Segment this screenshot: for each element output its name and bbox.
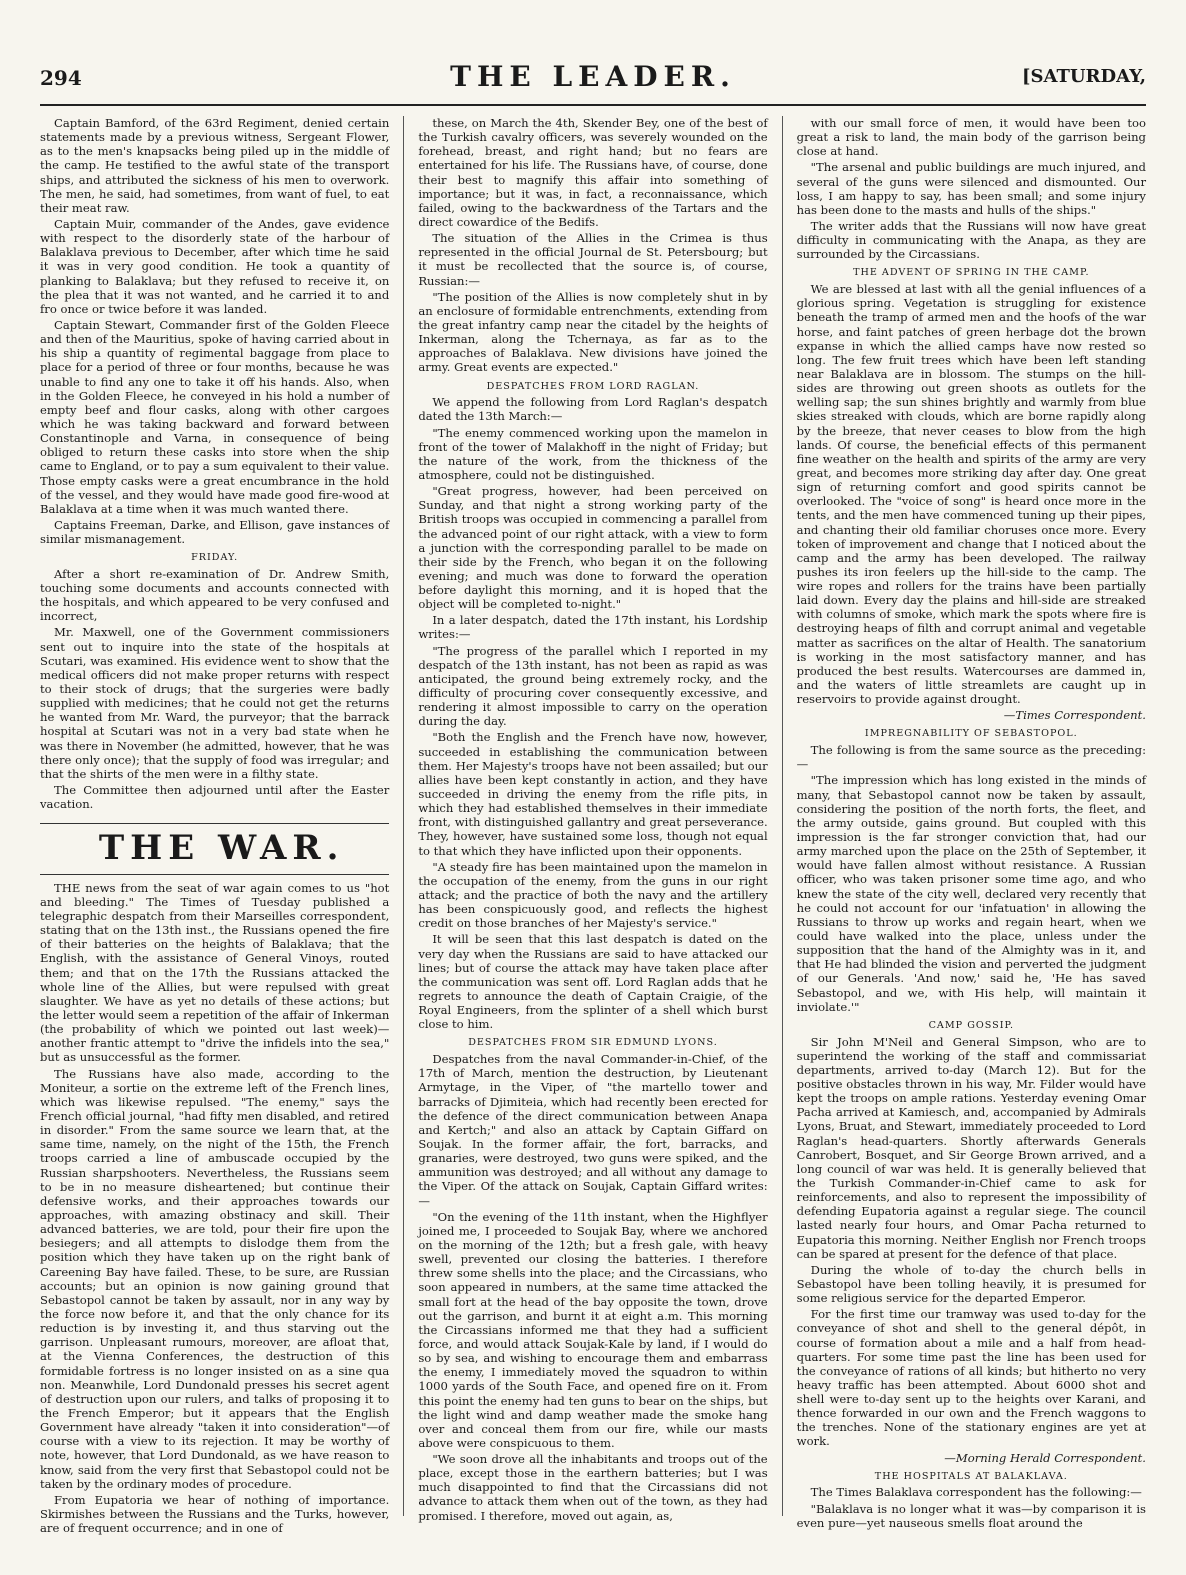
attribution: —Times Correspondent.: [1003, 708, 1146, 723]
paragraph: "The enemy commenced working upon the mamelon in front of the tower of Malakhoff in the night of Friday; but the nature of the work, from the thickness of the atmosphere, could not be distinguished.: [418, 425, 768, 482]
section-heading: DESPATCHES FROM SIR EDMUND LYONS.: [468, 1037, 718, 1049]
section-heading: FRIDAY.: [191, 552, 239, 564]
paragraph: Captain Bamford, of the 63rd Regiment, denied certain statements made by a previous witness, Sergeant Flower, as to the men's knapsacks being piled up in the middle of the camp. He testified to the awful state of the transport ships, and attributed the sickness of his men to overwork. The men, he said, had sometimes, from want of fuel, to eat their meat raw.: [40, 116, 390, 215]
paragraph: It will be seen that this last despatch is dated on the very day when the Russians are said to have attacked our lines; but of course the attack may have taken place after the communication was sent off. Lord Raglan adds that he regrets to announce the death of Captain Craigie, of the Royal Engineers, from the splinter of a shell which burst close to him.: [418, 932, 768, 1032]
column-3: [796, 116, 1146, 1530]
paragraph: "On the evening of the 11th instant, when the Highflyer joined me, I proceeded to Soujak Bay, where we anchored on the morning of the 12th; but a fresh gale, with heavy swell, prevented our closing the batteries. I therefore threw some shells into the place; and the Circassians, who soon appeared in numbers, at the same time attacked the small fort at the head of the bay opposite the town, drove out the garrison, and burnt it at eight a.m. This morning the Circassians informed me that they had a sufficient force, and would attack Soujak-Kale by land, if I would do so by sea, and wishing to encourage them and embarrass the enemy, I immediately moved the squadron to within 1000 yards of the South Face, and opened fire on it. From this point the enemy had ten guns to bear on the ships, but the light wind and damp weather made the smoke hang over and conceal them from our fire, while our masts above were conspicuous to them.: [418, 1209, 768, 1450]
paragraph: "Both the English and the French have now, however, succeeded in establishing the communication between them. Her Majesty's troops have not been assailed; but our allies have been kept constantly in action, and they have succeeded in driving the enemy from the rifle pits, in which they had established themselves in their immediate front, with distinguished gallantry and great perseverance. They, however, have sustained some loss, though not equal to that which they have inflicted upon their opponents.: [418, 730, 768, 858]
paragraph: The writer adds that the Russians will now have great difficulty in communicating with the Anapa, as they are surrounded by the Circassians.: [796, 218, 1146, 262]
column-rule: [403, 116, 404, 1516]
paragraph: For the first time our tramway was used to-day for the conveyance of shot and shell to the general dépôt, in course of formation about a mile and a half from head-quarters. For some time past the line has been used for the conveyance of rations of all kinds; but hitherto no very heavy traffic has been attempted. About 6000 shot and shell were to-day sent up to the heights over Karani, and thence forwarded in our own and the French waggons to the trenches. None of the stationary engines are yet at work.: [796, 1307, 1146, 1449]
the-war-heading: THE WAR.: [40, 823, 389, 874]
section-heading: IMPREGNABILITY OF SEBASTOPOL.: [864, 728, 1078, 740]
paragraph: "A steady fire has been maintained upon the mamelon in the occupation of the enemy, from the guns in our right attack; and the practice of both the navy and the artillery has been conspicuously good, and reflects the highest credit on those branches of her Majesty's service.": [418, 859, 768, 931]
paragraph: Mr. Maxwell, one of the Government commissioners sent out to inquire into the state of the hospitals at Scutari, was examined. His evidence went to show that the medical officers did not make proper returns with respect to their stock of drugs; that the surgeries were badly supplied with medicines; that he could not get the returns he wanted from Mr. Ward, the purveyor; that the barrack hospital at Scutari was not in a very bad state when he was there in November (he admitted, however, that he was there only once); that the supply of food was irregular; and that the shirts of the men were in a filthy state.: [40, 625, 390, 781]
paragraph: Despatches from the naval Commander-in-Chief, of the 17th of March, mention the destruction, by Lieutenant Armytage, in the Viper, of "the martello tower and barracks of Djimiteia, which had recently been erected for the defence of the direct communication between Anapa and Kertch;" and also an attack by Captain Giffard on Soujak. In the former affair, the fort, barracks, and granaries, were destroyed, two guns were spiked, and the ammunition was destroyed; and all without any damage to the Viper. Of the attack on Soujak, Captain Giffard writes:—: [418, 1052, 768, 1208]
paragraph: these, on March the 4th, Skender Bey, one of the best of the Turkish cavalry officers, was severely wounded on the forehead, breast, and right hand; but no fears are entertained for his life. The Russians have, of course, done their best to magnify this affair into something of importance; but it was, in fact, a reconnaissance, which failed, owing to the backwardness of the Tartars and the direct cowardice of the Bedifs.: [418, 116, 768, 229]
section-heading: DESPATCHES FROM LORD RAGLAN.: [486, 380, 700, 392]
newspaper-title: THE LEADER.: [450, 60, 736, 93]
paragraph: "We soon drove all the inhabitants and troops out of the place, except those in the earthern batteries; but I was much disappointed to find that the Circassians did not advance to attack them when out of the town, as they had promised. I therefore, moved out again, as,: [418, 1452, 768, 1523]
paragraph: "The progress of the parallel which I reported in my despatch of the 13th instant, has not been as rapid as was anticipated, the ground being extremely rocky, and the difficulty of procuring cover consequently excessive, and rendering it almost impossible to carry on the operation during the day.: [418, 643, 768, 729]
paragraph: The situation of the Allies in the Crimea is thus represented in the official Journal de St. Petersbourg; but it must be recollected that the source is, of course, Russian:—: [418, 231, 768, 288]
page-number: 294: [40, 66, 82, 90]
paragraph: The following is from the same source as the preceding:—: [796, 743, 1146, 772]
paragraph: "Great progress, however, had been perceived on Sunday, and that night a strong working party of the British troops was occupied in commencing a parallel from the advanced point of our right attack, with a view to form a junction with the corresponding parallel to be made on their side by the French, who began it on the following evening; and much was done to forward the operation before daylight this morning, and it is hoped that the object will be completed to-night.": [418, 484, 768, 612]
paragraph: "The impression which has long existed in the minds of many, that Sebastopol cannot now be taken by assault, considering the position of the north forts, the fleet, and the army outside, gains ground. But coupled with this impression is the far stronger conviction that, had our army marched upon the place on the 25th of September, it would have fallen almost without resistance. A Russian officer, who was taken prisoner some time ago, and who knew the state of the city well, declared very recently that he could not account for our 'infatuation' in allowing the Russians to throw up works and regain heart, when we could have walked into the place, unless under the supposition that the hand of the Almighty was in it, and that He had blinded the vision and perverted the judgment of our Generals. 'And now,' said he, 'He has saved Sebastopol, and we, with His help, will maintain it inviolate.'": [796, 773, 1146, 1014]
section-heading: THE HOSPITALS AT BALAKLAVA.: [874, 1470, 1068, 1482]
section-heading: THE ADVENT OF SPRING IN THE CAMP.: [853, 267, 1090, 279]
paragraph: with our small force of men, it would have been too great a risk to land, the main body of the garrison being close at hand.: [796, 116, 1146, 159]
paragraph: We append the following from Lord Raglan's despatch dated the 13th March:—: [418, 395, 768, 424]
paragraph: During the whole of to-day the church bells in Sebastopol have been tolling heavily, it is presumed for some religious service for the departed Emperor.: [796, 1262, 1146, 1306]
paragraph: In a later despatch, dated the 17th instant, his Lordship writes:—: [418, 613, 768, 642]
paragraph: The Times Balaklava correspondent has the following:—: [810, 1485, 1142, 1500]
column-2: [418, 116, 768, 1523]
paragraph: The Russians have also made, according to the Moniteur, a sortie on the extreme left of the French lines, which was likewise repulsed. "The enemy," says the French official journal, "had fifty men disabled, and retired in disorder." From the same source we learn that, at the same time, namely, on the night of the 15th, the French troops carried a line of ambuscade occupied by the Russian sharpshooters. Nevertheless, the Russians seem to be in no measure disheartened; but continue their defensive works, and their approaches towards our approaches, with amazing obstinacy and skill. Their advanced batteries, we are told, pour their fire upon the besiegers; and all attempts to dislodge them from the position which they have taken up on the right bank of Careening Bay have failed. These, to be sure, are Russian accounts; but an opinion is now gaining ground that Sebastopol cannot be taken by assault, nor in any way by the force now before it, and that the only chance for its reduction is by investing it, and thus starving out the garrison. Unpleasant rumours, moreover, are afloat that, at the Vienna Conferences, the destruction of this formidable fortress is no longer insisted on as a sine qua non. Meanwhile, Lord Dundonald presses his secret agent of destruction upon our rulers, and talks of proposing it to the French Emperor; but it appears that the English Government have already "taken it into consideration"—of course with a view to its rejection. It may be worthy of note, however, that Lord Dundonald, as we have reason to know, said from the very first that Sebastopol could not be taken by the ordinary modes of procedure.: [40, 1066, 390, 1491]
paragraph: THE news from the seat of war again comes to us "hot and bleeding." The Times of Tuesday published a telegraphic despatch from their Marseilles correspondent, stating that on the 13th inst., the Russians opened the fire of their batteries on the heights of Balaklava; that the English, with the assistance of General Vinoys, routed them; and that on the 17th the Russians attacked the whole line of the Allies, but were repulsed with great slaughter. We have as yet no details of these actions; but the letter would seem a repetition of the affair of Inkerman (the probability of which we pointed out last week)—another frantic attempt to "drive the infidels into the sea," but as unsuccessful as the former.: [40, 880, 390, 1065]
masthead: [40, 60, 1146, 106]
paragraph: The Committee then adjourned until after the Easter vacation.: [40, 783, 390, 812]
paragraph: Captain Stewart, Commander first of the Golden Fleece and then of the Mauritius, spoke of having carried about in his ship a quantity of regimental baggage from place to place for a period of three or four months, because he was unable to find any one to take it off his hands. Also, when in the Golden Fleece, he conveyed in his hold a number of empty beef and flour casks, along with other cargoes which he was taking backward and forward between Constantinople and Varna, in consequence of being obliged to return these casks into store when the ship came to England, or to pay a sum equivalent to their value. Those empty casks were a great encumbrance in the hold of the vessel, and they would have made good fire-wood at Balaklava at a time when it was much wanted there.: [40, 317, 390, 516]
paragraph: Captain Muir, commander of the Andes, gave evidence with respect to the disorderly state of the harbour of Balaklava previous to December, after which time he said it was in very good condition. He took a quantity of planking to Balaklava; but they refused to receive it, on the plea that it was not wanted, and he carried it to and fro once or twice before it was landed.: [40, 216, 390, 316]
paragraph: "The position of the Allies is now completely shut in by an enclosure of formidable entrenchments, extending from the great infantry camp near the citadel by the heights of Inkerman, along the Tchernaya, as far as to the approaches of Balaklava. New divisions have joined the army. Great events are expected.": [418, 289, 768, 375]
attribution: —Morning Herald Correspondent.: [944, 1450, 1146, 1465]
column-1: [40, 116, 390, 1536]
paragraph: "Balaklava is no longer what it was—by comparison it is even pure—yet nauseous smells float around the: [796, 1501, 1146, 1530]
section-heading: CAMP GOSSIP.: [928, 1019, 1015, 1031]
paragraph: Captains Freeman, Darke, and Ellison, gave instances of similar mismanagement.: [40, 517, 390, 547]
paragraph: "The arsenal and public buildings are much injured, and several of the guns were silenced and dismounted. Our loss, I am happy to say, has been small; and some injury has been done to the masts and hulls of the ships.": [796, 160, 1146, 217]
column-rule: [782, 116, 783, 1516]
paragraph: After a short re-examination of Dr. Andrew Smith, touching some documents and accounts connected with the hospitals, and which appeared to be very confused and incorrect,: [40, 566, 390, 624]
paragraph: Sir John M'Neil and General Simpson, who are to superintend the working of the staff and commissariat departments, arrived to-day (March 12). But for the positive obstacles thrown in his way, Mr. Filder would have kept the troops on ample rations. Yesterday evening Omar Pacha arrived at Kamiesch, and, accompanied by Admirals Lyons, Bruat, and Stewart, immediately proceeded to Lord Raglan's head-quarters. Shortly afterwards Generals Canrobert, Bosquet, and Sir George Brown arrived, and a long council of war was held. It is generally believed that the Turkish Commander-in-Chief came to ask for reinforcements, and also to represent the impossibility of defending Eupatoria against a regular siege. The council lasted nearly four hours, and Omar Pacha returned to Eupatoria this morning. Neither English nor French troops can be spared at present for the defence of that place.: [796, 1034, 1146, 1261]
issue-day: [SATURDAY,: [1021, 66, 1146, 87]
paragraph: We are blessed at last with all the genial influences of a glorious spring. Vegetation is struggling for existence beneath the tramp of armed men and the hoofs of the war horse, and faint patches of green herbage dot the brown expanse in which the allied camps have now rested so long. The few fruit trees which have been left standing near Balaklava are in blossom. The stumps on the hill-sides are throwing out green shoots as outlets for the welling sap; the sun shines brightly and warmly from blue skies streaked with clouds, which are borne rapidly along by the breeze, that never ceases to blow from the high lands. Of course, the beneficial effects of this permanent fine weather on the health and spirits of the army are very great, and becomes more striking day after day. One great sign of returning comfort and good spirits cannot be overlooked. The "voice of song" is heard once more in the tents, and the men have commenced tuning up their pipes, and chanting their old familiar choruses once more. Every token of improvement and change that I noticed about the camp and the army has been developed. The railway pushes its iron feelers up the hill-side to the camp. The wire ropes and rollers for the trains have been partially laid down. Every day the plains and hill-side are streaked with columns of smoke, which mark the spots where fire is destroying heaps of filth and corrupt animal and vegetable matter as sacrifices on the altar of Health. The sanatorium is working in the most satisfactory manner, and has produced the best results. Watercourses are dammed in, and the waters of little streamlets are caught up in reservoirs to provide against drought.: [796, 282, 1146, 707]
paragraph: From Eupatoria we hear of nothing of importance. Skirmishes between the Russians and the Turks, however, are of frequent occurrence; and in one of: [40, 1492, 390, 1536]
columns: [40, 116, 1146, 1536]
